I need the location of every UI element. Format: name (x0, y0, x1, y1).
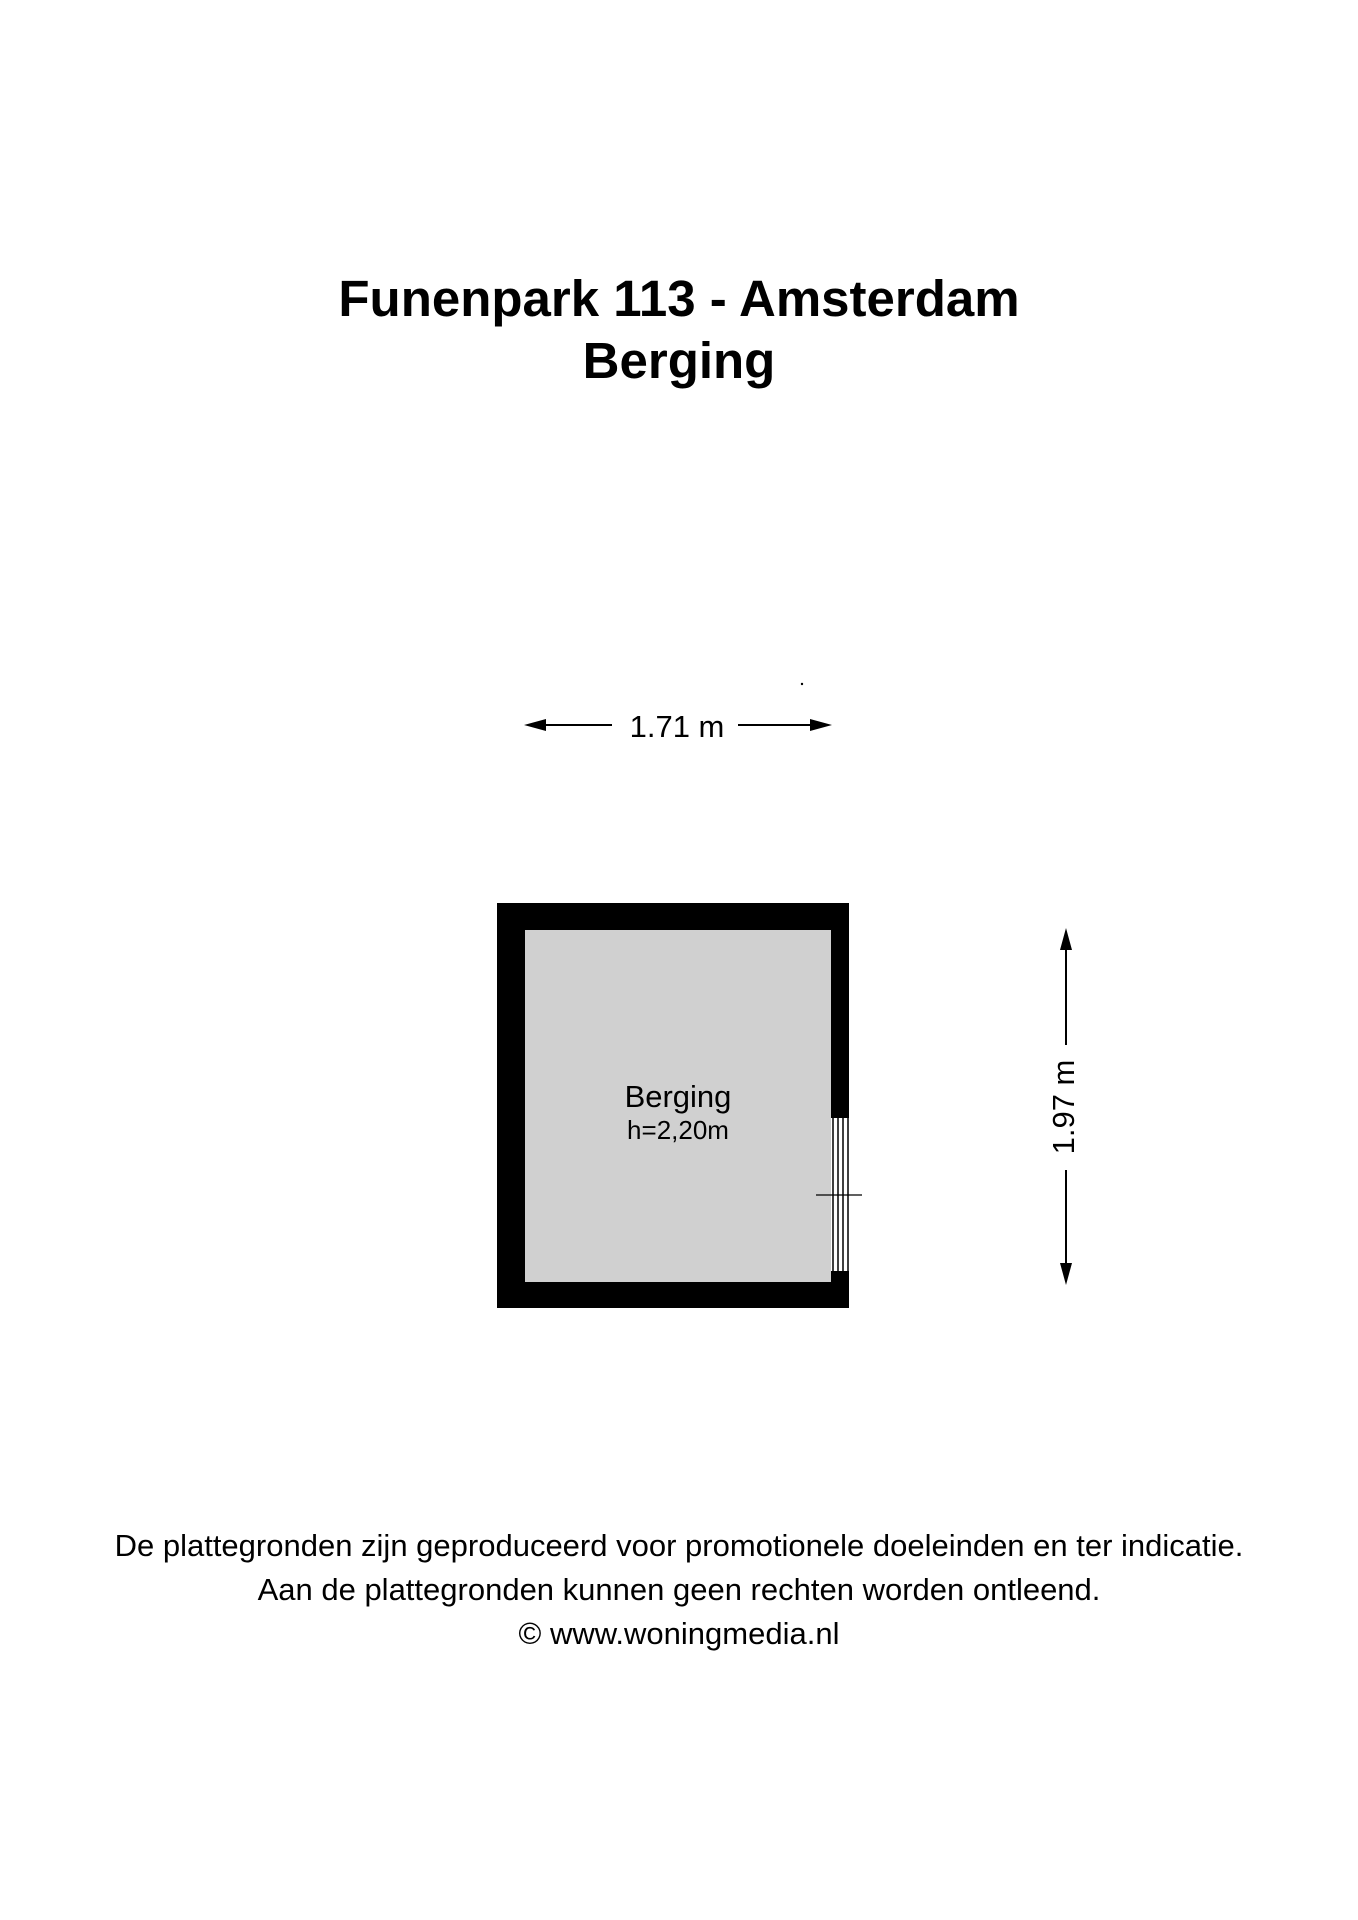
width-dimension (524, 709, 832, 744)
width-dimension-label: 1.71 m (629, 709, 725, 744)
width-arrow-right-icon (810, 719, 832, 731)
room-height-label: h=2,20m (627, 1115, 729, 1145)
plan-title: Funenpark 113 - Amsterdam (338, 270, 1020, 327)
width-arrow-left-icon (524, 719, 546, 731)
room-berging (497, 903, 862, 1308)
disclaimer-block (0, 1524, 1358, 1656)
plan-subtitle: Berging (582, 332, 776, 389)
depth-arrow-down-icon (1060, 1263, 1072, 1285)
stray-mark (801, 683, 803, 685)
disclaimer-line-2: Aan de plattegronden kunnen geen rechten worden ontleend. (257, 1572, 1101, 1607)
depth-dimension (1046, 928, 1081, 1285)
copyright-line: © www.woningmedia.nl (518, 1616, 840, 1651)
disclaimer-line-1: De plattegronden zijn geproduceerd voor promotionele doeleinden en ter indicatie. (114, 1528, 1244, 1563)
room-name-label: Berging (624, 1079, 732, 1114)
depth-arrow-up-icon (1060, 928, 1072, 950)
depth-dimension-label: 1.97 m (1046, 1059, 1082, 1155)
